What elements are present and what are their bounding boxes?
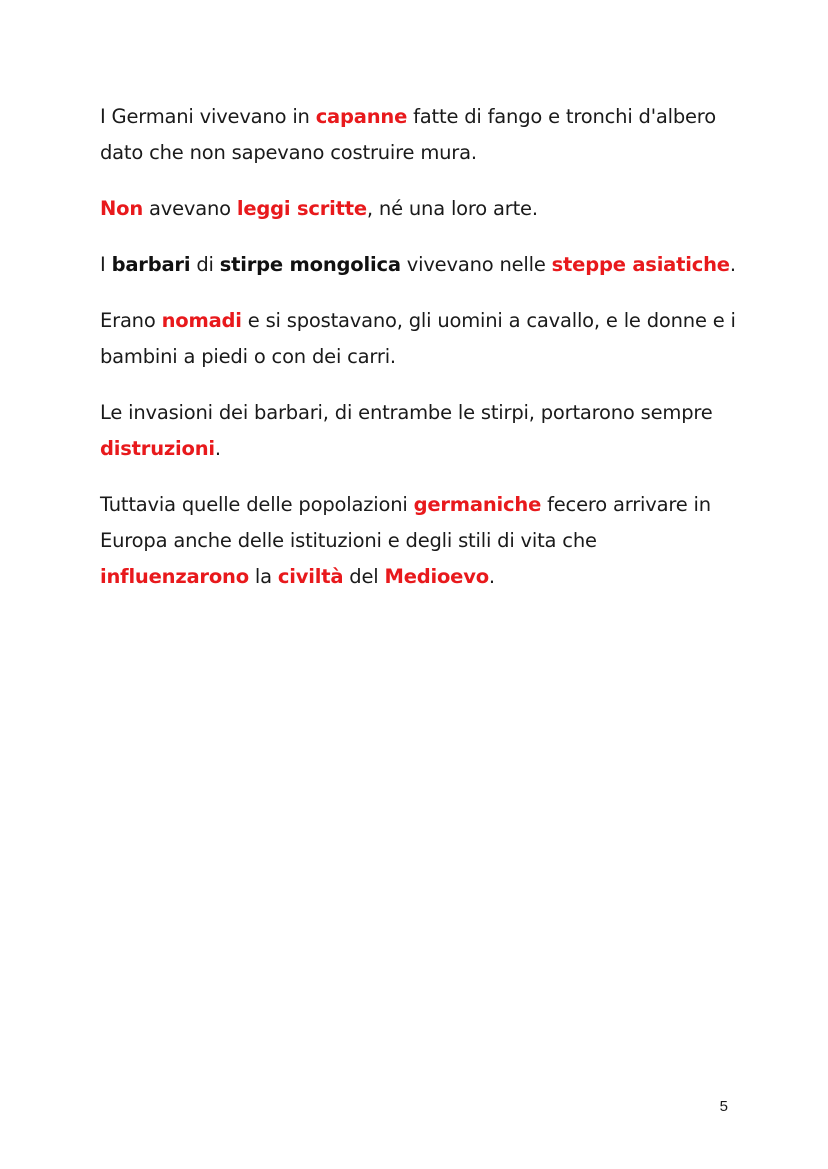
highlighted-term: civiltà [277,565,344,588]
highlighted-term: germaniche [413,493,542,516]
bold-term: barbari [111,253,191,276]
text-segment: fecero arrivare in Europa anche delle istituzioni e degli stili di vita che [100,493,711,552]
paragraph [100,303,740,375]
highlighted-term: Medioevo [384,565,489,588]
text-segment: Le invasioni dei barbari, di entrambe le stirpi, portarono sempre [100,401,713,424]
highlighted-term: Non [100,197,143,220]
text-segment: Tuttavia quelle delle popolazioni [100,493,414,516]
paragraph [100,395,740,467]
text-segment: avevano [143,197,237,220]
text-segment: Erano [100,309,162,332]
highlighted-term: influenzarono [100,565,249,588]
highlighted-term: leggi scritte [236,197,367,220]
highlighted-term: steppe asiatiche [551,253,730,276]
highlighted-term: nomadi [161,309,242,332]
text-segment: fatte di fango e tronchi d'albero dato che non sapevano costruire mura. [100,105,716,164]
highlighted-term: distruzioni [100,437,215,460]
text-segment: I Germani vivevano in [100,105,316,128]
paragraph [100,99,740,171]
document-body [100,99,740,615]
page-number: 5 [719,1098,728,1115]
text-segment: la [248,565,278,588]
text-segment: di [190,253,220,276]
text-segment: e si spostavano, gli uomini a cavallo, e le donne e i bambini a piedi o con dei carri. [100,309,736,368]
text-segment: del [343,565,385,588]
text-segment: . [729,253,736,276]
text-segment: . [214,437,221,460]
paragraph [100,487,740,595]
paragraph [100,191,740,227]
text-segment: , né una loro arte. [366,197,538,220]
bold-term: stirpe mongolica [219,253,401,276]
paragraph [100,247,740,283]
text-segment: vivevano nelle [400,253,552,276]
highlighted-term: capanne [315,105,408,128]
text-segment: . [488,565,495,588]
text-segment: I [100,253,112,276]
